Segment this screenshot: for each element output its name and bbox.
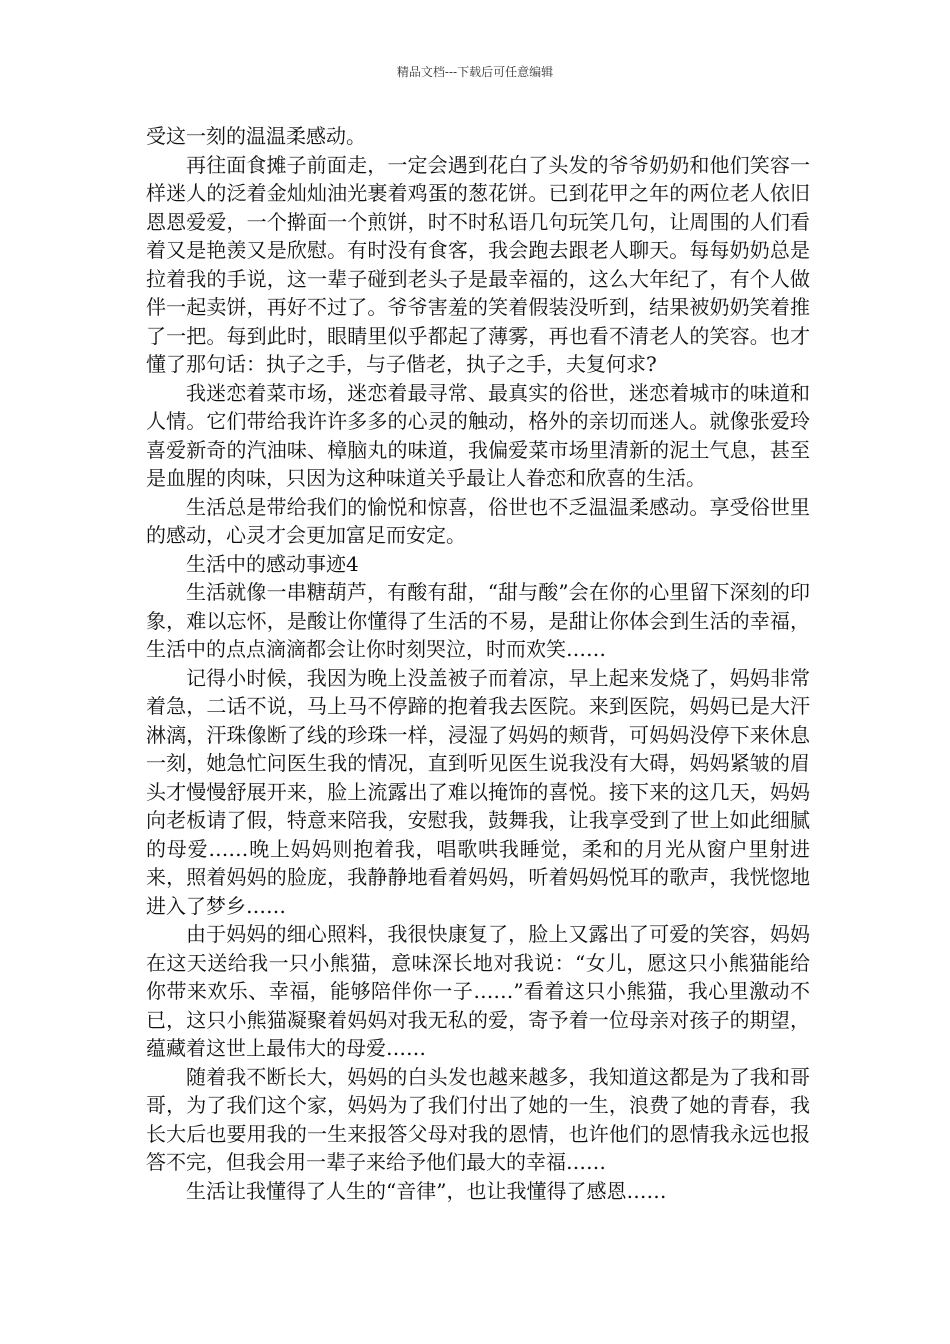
paragraph: 由于妈妈的细心照料，我很快康复了，脸上又露出了可爱的笑容，妈妈在这天送给我一只小熊猫，意味深长地对我说：“女儿，愿这只小熊猫能给你带来欢乐、幸福，能够陪伴你一子……”看着这只小熊猫，我心里激动不已，这只小熊猫凝聚着妈妈对我无私的爱，寄予着一位母亲对孩子的期望，蕴藏着这世上最伟大的母爱……: [146, 922, 810, 1060]
paragraph: 记得小时候，我因为晚上没盖被子而着凉，早上起来发烧了，妈妈非常着急，二话不说，马上马不停蹄的抱着我去医院。来到医院，妈妈已是大汗淋漓，汗珠像断了线的珍珠一样，浸湿了妈妈的颊背，可妈妈没停下来休息一刻，她急忙问医生我的情况，直到听见医生说我没有大碍，妈妈紧皱的眉头才慢慢舒展开来，脸上流露出了难以掩饰的喜悦。接下来的这几天，妈妈向老板请了假，特意来陪我，安慰我，鼓舞我，让我享受到了世上如此细腻的母爱……晚上妈妈则抱着我，唱歌哄我睡觉，柔和的月光从窗户里射进来，照着妈妈的脸庞，我静静地看着妈妈，听着妈妈悦耳的歌声，我恍惚地进入了梦乡……: [146, 665, 810, 918]
document-body: [146, 122, 810, 1205]
page-header: 精品文档---下载后可任意编辑: [396, 65, 554, 79]
paragraph: 我迷恋着菜市场，迷恋着最寻常、最真实的俗世，迷恋着城市的味道和人情。它们带给我许许多多的心灵的触动，格外的亲切而迷人。就像张爱玲喜爱新奇的汽油味、樟脑丸的味道，我偏爱菜市场里清新的泥土气息，甚至是血腥的肉味，只因为这种味道关乎最让人眷恋和欣喜的生活。: [146, 380, 810, 490]
paragraph: 生活让我懂得了人生的“音律”，也让我懂得了感恩……: [186, 1178, 667, 1203]
paragraph: 再往面食摊子前面走，一定会遇到花白了头发的爷爷奶奶和他们笑容一样迷人的泛着金灿灿油光裹着鸡蛋的葱花饼。已到花甲之年的两位老人依旧恩恩爱爱，一个擀面一个煎饼，时不时私语几句玩笑几句，让周围的人们看着又是艳羡又是欣慰。有时没有食客，我会跑去跟老人聊天。每每奶奶总是拉着我的手说，这一辈子碰到老头子是最幸福的，这么大年纪了，有个人做伴一起卖饼，再好不过了。爷爷害羞的笑着假装没听到，结果被奶奶笑着推了一把。每到此时，眼睛里似乎都起了薄雾，再也看不清老人的笑容。也才懂了那句话：执子之手，与子偕老，执子之手，夫复何求?: [146, 152, 810, 376]
paragraph: 受这一刻的温温柔感动。: [146, 124, 366, 148]
section-heading: 生活中的感动事迹4: [186, 551, 359, 576]
paragraph: 生活总是带给我们的愉悦和惊喜，俗世也不乏温温柔感动。享受俗世里的感动，心灵才会更加富足而安定。: [146, 494, 810, 547]
paragraph: 生活就像一串糖葫芦，有酸有甜，“甜与酸”会在你的心里留下深刻的印象，难以忘怀，是酸让你懂得了生活的不易，是甜让你体会到生活的幸福，生活中的点点滴滴都会让你时刻哭泣，时而欢笑……: [146, 580, 810, 661]
paragraph: 随着我不断长大，妈妈的白头发也越来越多，我知道这都是为了我和哥哥，为了我们这个家，妈妈为了我们付出了她的一生，浪费了她的青春，我长大后也要用我的一生来报答父母对我的恩情，也许他们的恩情我永远也报答不完，但我会用一辈子来给予他们最大的幸福……: [146, 1064, 810, 1174]
